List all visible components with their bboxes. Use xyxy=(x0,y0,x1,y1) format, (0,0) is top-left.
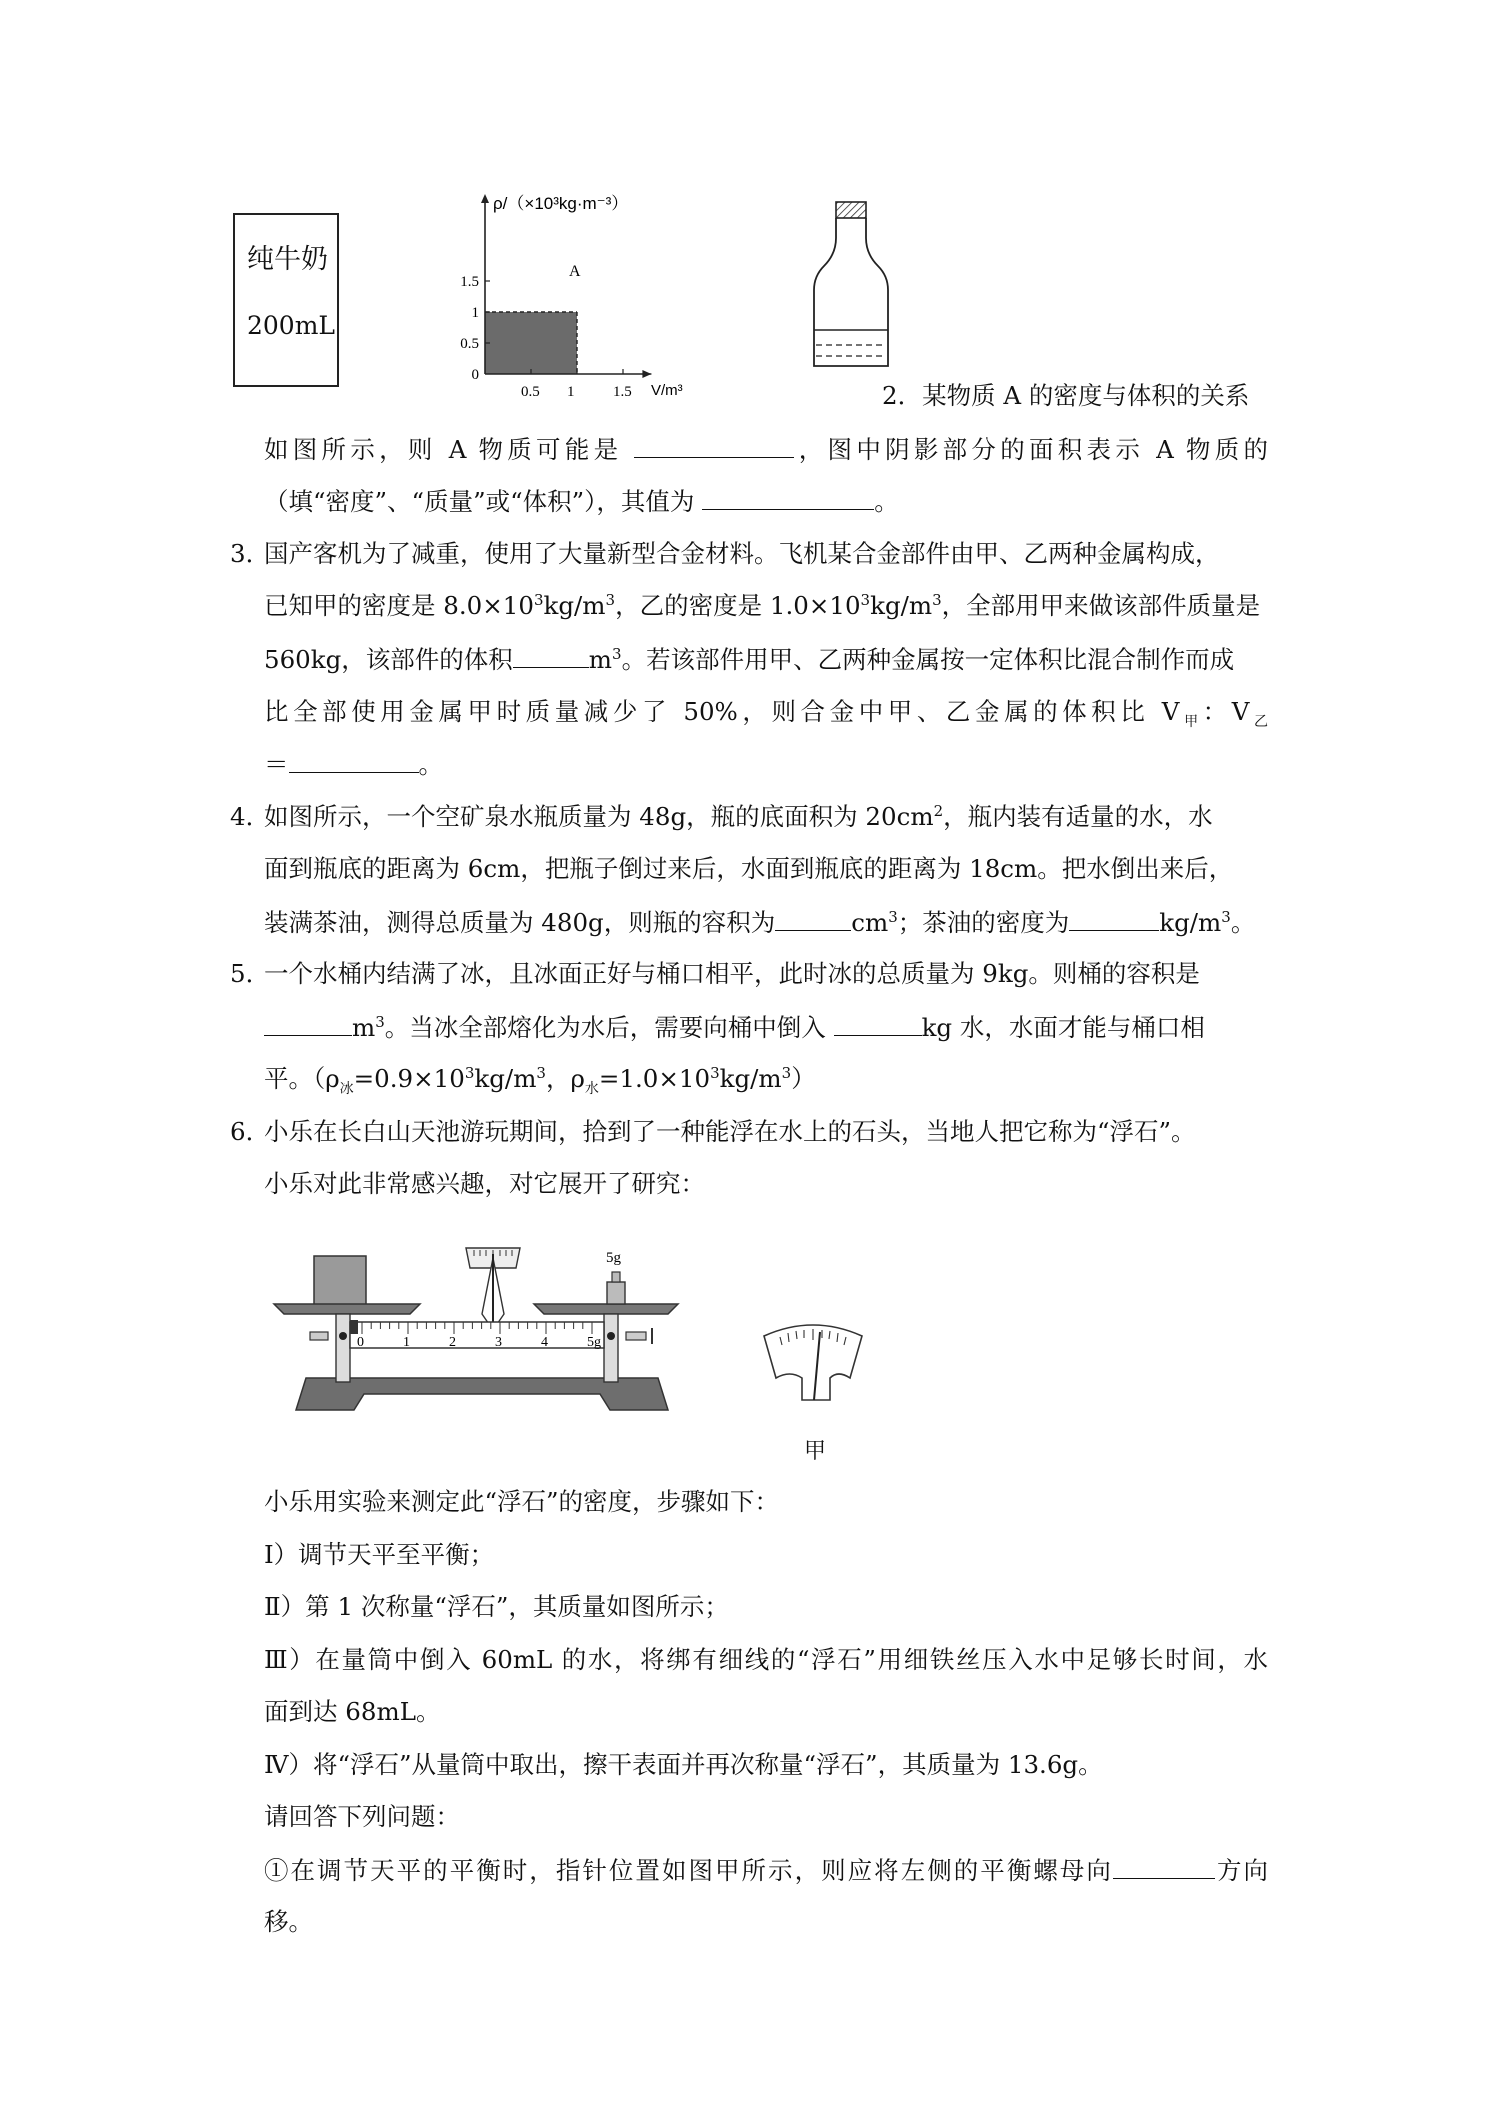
bottle-outline xyxy=(814,218,888,366)
left-pan xyxy=(274,1304,420,1314)
q3-sub-jia: 甲 xyxy=(1179,713,1203,730)
q4-sup: 3 xyxy=(1221,907,1231,926)
q3-sup: 3 xyxy=(612,644,622,663)
right-post xyxy=(604,1314,618,1382)
q4-text1c: ，瓶内装有适量的水，水 xyxy=(943,802,1213,831)
q3-line2 xyxy=(264,590,1260,622)
q2-line1 xyxy=(882,380,1249,412)
q6-sub1c-text: 移。 xyxy=(264,1907,313,1936)
weight-5g xyxy=(607,1282,625,1304)
q2-number: 2． xyxy=(882,381,923,410)
right-nut xyxy=(607,1332,615,1340)
q3-text5a: ＝ xyxy=(264,750,289,779)
bottle-cap xyxy=(836,202,866,218)
q3-blank-volume[interactable] xyxy=(513,643,589,668)
y-tick-label: 1 xyxy=(471,305,479,321)
weight-label: 5g xyxy=(606,1250,621,1266)
q2-line2 xyxy=(264,433,1268,466)
q4-text2: 面到瓶底的距离为 6cm，把瓶子倒过来后，水面到瓶底的距离为 18cm。把水倒出来后， xyxy=(264,854,1234,883)
q5-sup: 3 xyxy=(710,1063,720,1082)
q6-sub1 xyxy=(264,1854,1268,1887)
q6-step2 xyxy=(264,1591,729,1623)
q3-text3b: m xyxy=(588,645,613,674)
q5-sub-water: 水 xyxy=(584,1080,599,1097)
q5-blank-water[interactable] xyxy=(834,1011,922,1036)
q5-blank-volume[interactable] xyxy=(264,1011,352,1036)
q3-text3a: 560kg，该部件的体积 xyxy=(264,645,513,674)
right-pan xyxy=(534,1304,678,1314)
ruler-tick-label: 0 xyxy=(357,1335,364,1350)
q6-intro xyxy=(264,1486,779,1518)
q5-sup: 3 xyxy=(375,1012,385,1031)
q4-text3c: ；茶油的密度为 xyxy=(897,908,1070,937)
q2-text2b: ，图中阴影部分的面积表示 A 物质的 xyxy=(794,435,1268,464)
balance-beam-ruler xyxy=(350,1322,604,1348)
q2-text2a: 如图所示，则 A 物质可能是 xyxy=(264,435,623,464)
x-tick-label: 0.5 xyxy=(521,384,540,400)
q3-text2a: 已知甲的密度是 8.0×10 xyxy=(264,591,534,620)
q3-text3c: 。若该部件用甲、乙两种金属按一定体积比混合制作而成 xyxy=(621,645,1235,674)
ruler-tick-label: 4 xyxy=(541,1335,548,1350)
milk-box-line2: 200mL xyxy=(247,311,336,340)
x-tick-label: 1 xyxy=(567,384,575,400)
q5-text3c: =0.9×10 xyxy=(353,1064,465,1093)
ruler-tick-label: 5g xyxy=(587,1335,601,1350)
q4-text3a: 装满茶油，测得总质量为 480g，则瓶的容积为 xyxy=(264,908,776,937)
pumice-stone xyxy=(314,1256,366,1306)
pointer-dial-jia xyxy=(758,1316,868,1416)
q3-sup: 3 xyxy=(860,590,871,609)
q3-blank-ratio[interactable] xyxy=(289,748,419,773)
q3-text4c: ：V xyxy=(1202,697,1250,726)
left-nut xyxy=(339,1332,347,1340)
q3-text2e: ，全部用甲来做该部件质量是 xyxy=(941,591,1261,620)
y-axis-arrow xyxy=(481,194,489,203)
right-screw xyxy=(626,1332,646,1340)
q3-text4a: 比全部使用金属甲时质量减少了 50%，则合金中甲、乙金属的体积比 V xyxy=(264,697,1180,726)
q5-sup: 3 xyxy=(464,1063,475,1082)
q4-line1 xyxy=(230,801,1213,833)
q5-text2c: kg 水，水面才能与桶口相 xyxy=(921,1013,1205,1042)
q4-line2 xyxy=(264,853,1233,885)
graph-ylabel: ρ/（×10³kg·m⁻³） xyxy=(493,194,629,213)
q4-sup: 3 xyxy=(888,907,898,926)
q5-line2 xyxy=(264,1011,1205,1044)
q3-line4 xyxy=(264,696,1268,728)
q3-text5b: 。 xyxy=(418,750,443,779)
q5-number: 5． xyxy=(230,959,271,988)
q6-text2: 小乐对此非常感兴趣，对它展开了研究： xyxy=(264,1169,705,1198)
y-tick-label: 1.5 xyxy=(460,274,479,290)
q3-line1 xyxy=(230,538,1220,570)
q5-text3a: 平。（ρ xyxy=(264,1064,340,1093)
q5-text1: 一个水桶内结满了冰，且冰面正好与桶口相平，此时冰的总质量为 9kg。则桶的容积是 xyxy=(264,959,1200,988)
ruler-tick-label: 1 xyxy=(403,1335,410,1350)
q3-sup: 3 xyxy=(932,590,942,609)
rider-weight xyxy=(350,1320,358,1334)
bottle-figure xyxy=(808,196,908,372)
q5-text3e: ，ρ xyxy=(545,1064,585,1093)
q4-text1a: 如图所示，一个空矿泉水瓶质量为 48g，瓶的底面积为 20cm xyxy=(264,802,934,831)
q2-line3 xyxy=(264,485,899,518)
balance-figure xyxy=(270,1238,690,1428)
q4-sup: 2 xyxy=(933,801,944,820)
q5-sup: 3 xyxy=(536,1063,546,1082)
milk-box-figure xyxy=(233,213,339,387)
x-axis-arrow xyxy=(642,370,651,378)
q5-line3 xyxy=(264,1063,816,1095)
graph-xlabel: V/m³ xyxy=(651,382,683,399)
q6-ask-text: 请回答下列问题： xyxy=(264,1802,460,1831)
q6-step3a-text: Ⅲ）在量筒中倒入 60mL 的水，将绑有细线的“浮石”用细铁丝压入水中足够长时间，水 xyxy=(264,1645,1268,1674)
q5-text2a: m xyxy=(352,1013,376,1042)
q6-step4 xyxy=(264,1749,1103,1781)
q6-step3b-text: 面到达 68mL。 xyxy=(264,1697,441,1726)
q6-ask xyxy=(264,1801,460,1833)
q6-step1 xyxy=(264,1539,494,1571)
milk-box-line1: 纯牛奶 xyxy=(247,244,328,275)
q6-step2-text: Ⅱ）第 1 次称量“浮石”，其质量如图所示； xyxy=(264,1592,729,1621)
q2-text3a: （填“密度”、“质量”或“体积”），其值为 xyxy=(264,487,695,516)
q5-text3g: =1.0×10 xyxy=(598,1064,711,1093)
q3-number: 3． xyxy=(230,539,271,568)
q2-blank-value[interactable] xyxy=(702,485,874,510)
q3-sup: 3 xyxy=(605,590,616,609)
q6-step3-cont xyxy=(264,1696,440,1728)
q2-blank-substance[interactable] xyxy=(634,433,794,458)
q5-text3d: kg/m xyxy=(474,1064,537,1093)
q4-text3b: cm xyxy=(851,908,889,937)
y-tick-label: 0.5 xyxy=(460,336,479,352)
ruler-tick-label: 3 xyxy=(495,1335,502,1350)
q6-step4-text: Ⅳ）将“浮石”从量筒中取出，擦干表面并再次称量“浮石”，其质量为 13.6g。 xyxy=(264,1750,1103,1779)
q5-text3h: kg/m xyxy=(719,1064,782,1093)
q3-line5 xyxy=(264,748,443,781)
q2-text1: 某物质 A 的密度与体积的关系 xyxy=(922,381,1250,410)
q6-sub1-cont xyxy=(264,1906,313,1938)
q4-text3d: kg/m xyxy=(1159,908,1222,937)
q2-text3b: 。 xyxy=(874,487,899,516)
q3-text1: 国产客机为了减重，使用了大量新型合金材料。飞机某合金部件由甲、乙两种金属构成， xyxy=(264,539,1220,568)
q5-text3i: ） xyxy=(791,1064,816,1093)
q6-number: 6． xyxy=(230,1117,271,1146)
x-tick-label: 1.5 xyxy=(613,384,632,400)
q6-line2 xyxy=(264,1168,705,1200)
q3-text2b: kg/m xyxy=(543,591,606,620)
q3-text2c: ，乙的密度是 1.0×10 xyxy=(615,591,861,620)
q4-text3e: 。 xyxy=(1230,908,1256,937)
q4-blank-capacity[interactable] xyxy=(775,906,851,931)
balance-base xyxy=(296,1378,668,1410)
figure-label-jia: 甲 xyxy=(804,1439,827,1464)
q4-line3 xyxy=(264,906,1255,939)
y-tick-label: 0 xyxy=(471,367,479,383)
q6-sub1b-text: 方向 xyxy=(1214,1856,1268,1885)
q3-line3 xyxy=(264,643,1234,676)
q3-sup: 3 xyxy=(533,590,544,609)
q5-sup: 3 xyxy=(781,1063,792,1082)
weight-5g-knob xyxy=(612,1272,620,1282)
density-graph xyxy=(445,188,715,408)
q6-step1-text: Ⅰ）调节天平至平衡； xyxy=(264,1540,495,1569)
q3-sub-yi: 乙 xyxy=(1249,713,1269,730)
q6-line1 xyxy=(230,1116,1196,1148)
q3-text2d: kg/m xyxy=(870,591,933,620)
left-post xyxy=(336,1314,350,1382)
shaded-area xyxy=(485,312,577,374)
left-screw xyxy=(310,1332,328,1340)
q6-blank-direction[interactable] xyxy=(1113,1854,1215,1879)
graph-point-label: A xyxy=(569,263,581,280)
q5-line1 xyxy=(230,958,1200,990)
q6-step3 xyxy=(264,1644,1268,1676)
q5-sub-ice: 冰 xyxy=(339,1080,354,1097)
q6-text1: 小乐在长白山天池游玩期间，拾到了一种能浮在水上的石头，当地人把它称为“浮石”。 xyxy=(264,1117,1196,1146)
ruler-tick-label: 2 xyxy=(449,1335,456,1350)
q4-number: 4． xyxy=(230,802,271,831)
q6-intro-text: 小乐用实验来测定此“浮石”的密度，步骤如下： xyxy=(264,1487,780,1516)
q4-blank-oil-density[interactable] xyxy=(1069,906,1159,931)
q5-text2b: 。当冰全部熔化为水后，需要向桶中倒入 xyxy=(384,1013,826,1042)
q6-sub1a-text: ①在调节天平的平衡时，指针位置如图甲所示，则应将左侧的平衡螺母向 xyxy=(264,1856,1113,1885)
